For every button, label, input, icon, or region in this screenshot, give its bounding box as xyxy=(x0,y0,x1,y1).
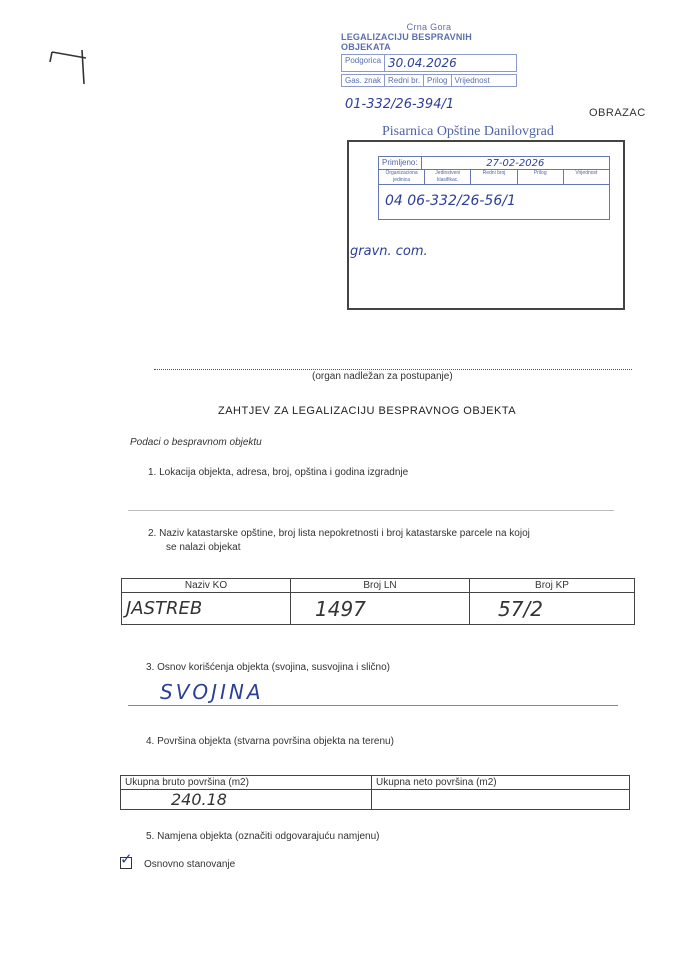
col-label: Redni broj xyxy=(471,170,517,184)
obrazac-label: OBRAZAC xyxy=(589,107,646,119)
stamp-label: Gas. znak xyxy=(342,75,385,86)
organ-line xyxy=(154,369,632,370)
question-2-line1: 2. Naziv katastarske opštine, broj lista nepokretnosti i broj katastarske parcele na kojoj xyxy=(148,528,530,539)
stamp-date: 30.04.2026 xyxy=(388,56,457,70)
value-broj-kp: 57/2 xyxy=(470,593,635,625)
area-table xyxy=(120,775,630,810)
header-broj-kp: Broj KP xyxy=(470,579,635,593)
stamp-label: Redni br. xyxy=(385,75,424,86)
stamp-agency: LEGALIZACIJU BESPRAVNIH OBJEKATA xyxy=(341,32,472,52)
question-5: 5. Namjena objekta (označiti odgovarajuću namjenu) xyxy=(146,831,380,842)
value-broj-ln: 1497 xyxy=(291,593,470,625)
question-4: 4. Površina objekta (stvarna površina objekta na terenu) xyxy=(146,736,394,747)
stamp-date-row xyxy=(341,54,517,72)
answer-line-3 xyxy=(128,705,618,706)
cadastre-table xyxy=(121,578,635,625)
answer-3: SVOJINA xyxy=(160,680,264,704)
pisarnica-number: 04 06-332/26-56/1 xyxy=(385,193,516,209)
value-neto xyxy=(372,790,630,810)
stamp-label: Prilog xyxy=(424,75,451,86)
option-label: Osnovno stanovanje xyxy=(144,859,236,870)
question-3: 3. Osnov korišćenja objekta (svojina, susvojina i slično) xyxy=(146,662,390,673)
stamp-label: Vrijednost xyxy=(454,76,490,85)
col-label: Vrijednost xyxy=(575,170,598,176)
value-bruto: 240.18 xyxy=(121,790,372,810)
form-subtitle: Podaci o bespravnom objektu xyxy=(130,437,262,448)
header-bruto: Ukupna bruto površina (m2) xyxy=(121,776,372,790)
col-label: Organizaciona jedinica xyxy=(379,170,425,184)
registry-stamp xyxy=(341,22,517,85)
question-1: 1. Lokacija objekta, adresa, broj, opština i godina izgradnje xyxy=(148,467,409,478)
col-label: Jedinstveni klasifikac. xyxy=(425,170,471,184)
primljeno-label: Primljeno: xyxy=(379,157,422,169)
pisarnica-title: Pisarnica Opštine Danilovgrad xyxy=(382,124,554,139)
pisarnica-stamp-table xyxy=(378,156,610,220)
corner-mark-icon xyxy=(48,46,90,86)
value-naziv-ko: JASTREB xyxy=(122,593,291,625)
header-neto: Ukupna neto površina (m2) xyxy=(372,776,630,790)
check-mark-icon: ✓ xyxy=(120,850,133,868)
option-checkbox[interactable] xyxy=(120,850,133,869)
stamp-podgorica-label: Podgorica xyxy=(342,55,385,71)
header-broj-ln: Broj LN xyxy=(291,579,470,593)
file-number-handwritten: 01-332/26-394/1 xyxy=(345,97,455,112)
answer-line-1 xyxy=(128,510,614,511)
handwritten-note: gravn. com. xyxy=(350,244,428,259)
pisarnica-date: 27-02-2026 xyxy=(486,158,545,169)
question-2-line2: se nalazi objekat xyxy=(166,542,241,553)
col-label: Prilog xyxy=(518,170,564,184)
stamp-country: Crna Gora xyxy=(406,22,452,32)
form-title: ZAHTJEV ZA LEGALIZACIJU BESPRAVNOG OBJEKTA xyxy=(218,405,517,417)
stamp-labels-row xyxy=(341,74,517,87)
header-naziv-ko: Naziv KO xyxy=(122,579,291,593)
organ-caption: (organ nadležan za postupanje) xyxy=(312,371,453,382)
